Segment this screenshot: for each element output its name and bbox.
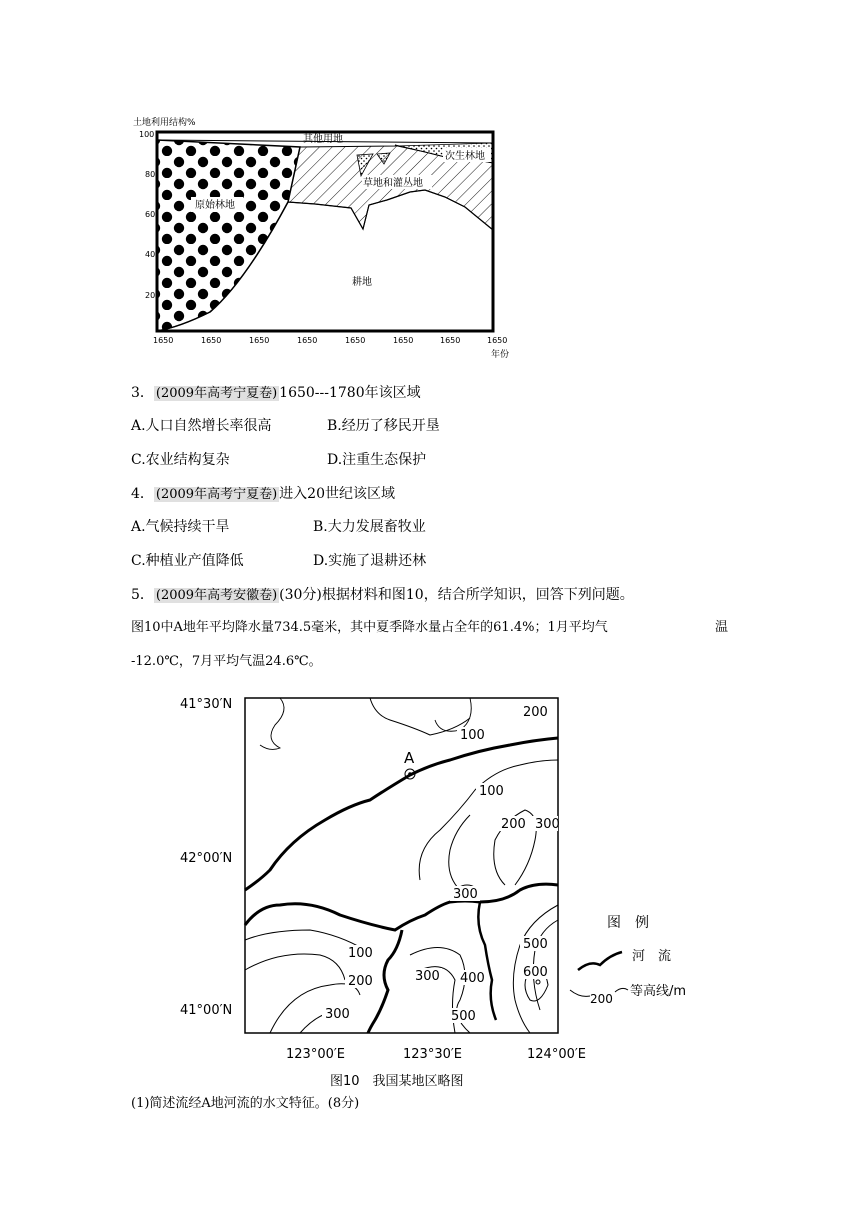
y-tick: 80 (145, 170, 156, 179)
contour-label: 300 (453, 887, 478, 902)
label-farmland: 耕地 (352, 277, 372, 288)
option-d: D.实施了退耕还林 (313, 553, 427, 569)
contour-label: 100 (348, 946, 373, 961)
question-number: 4． (131, 486, 154, 502)
source-tag: (2009年高考宁夏卷) (155, 487, 278, 502)
contour-label: 300 (535, 817, 560, 832)
contour-label: 500 (451, 1009, 476, 1024)
x-tick: 1650 (345, 336, 366, 345)
x-tick: 1650 (201, 336, 222, 345)
contour-label: 500 (523, 937, 548, 952)
question-stem: 1650---1780年该区域 (279, 385, 421, 401)
contour-label: 200 (523, 705, 548, 720)
x-tick: 1650 (249, 336, 270, 345)
y-tick: 20 (145, 291, 156, 300)
option-c: C.农业结构复杂 (131, 452, 230, 468)
lat-label: 41°00′N (180, 1003, 233, 1018)
question-5 (131, 585, 634, 606)
x-tick: 1650 (297, 336, 318, 345)
source-tag: (2009年高考宁夏卷) (155, 386, 278, 401)
option-a: A.气候持续干旱 (131, 519, 230, 535)
contour-label: 200 (501, 817, 526, 832)
contour-labels (322, 704, 560, 1024)
primary-forest-area (157, 140, 300, 331)
legend-river: 河 流 (632, 949, 672, 964)
option-a: A.人口自然增长率很高 (131, 418, 272, 434)
sub-question-1: (1)简述流经A地河流的水文特征。(8分) (131, 1096, 360, 1111)
lon-label: 123°30′E (403, 1047, 463, 1062)
region-map (170, 690, 700, 1090)
lat-label: 42°00′N (180, 851, 233, 866)
map-legend (570, 915, 686, 1006)
legend-contour: 等高线/m (630, 984, 687, 999)
option-b: B.大力发展畜牧业 (313, 519, 426, 535)
x-tick: 1650 (487, 336, 508, 345)
legend-contour-symbol (570, 990, 590, 996)
legend-title: 图 例 (607, 915, 649, 931)
y-tick: 40 (145, 250, 156, 259)
map-frame (245, 698, 558, 1033)
label-secondary-forest: 次生林地 (445, 151, 485, 162)
legend-contour-value: 200 (590, 992, 613, 1006)
map-caption: 图10 我国某地区略图 (330, 1074, 464, 1089)
label-other: 其他用地 (303, 134, 343, 145)
question-number: 3． (131, 385, 154, 401)
land-use-chart (125, 112, 525, 362)
contour-label: 300 (325, 1007, 350, 1022)
x-tick: 1650 (440, 336, 461, 345)
contour-label: 200 (348, 974, 373, 989)
option-d: D.注重生态保护 (327, 452, 427, 468)
x-tick: 1650 (153, 336, 174, 345)
contour-label: 600 (523, 965, 548, 980)
chart-y-title: 土地利用结构% (133, 118, 196, 128)
x-tick: 1650 (393, 336, 414, 345)
y-tick: 100 (139, 130, 155, 139)
question-stem: 进入20世纪该区域 (279, 486, 395, 502)
point-a-label: A (404, 749, 415, 767)
option-b: B.经历了移民开垦 (327, 418, 440, 434)
contour-label: 300 (415, 969, 440, 984)
label-primary-forest: 原始林地 (195, 200, 235, 211)
material-line-1b: 温 (715, 620, 729, 635)
legend-river-symbol (578, 952, 622, 970)
lat-label: 41°30′N (180, 697, 233, 712)
river-main (245, 738, 558, 890)
option-c: C.种植业产值降低 (131, 553, 244, 569)
y-tick: 60 (145, 210, 156, 219)
lon-label: 124°00′E (527, 1047, 587, 1062)
question-4 (131, 484, 395, 505)
contour-label: 400 (460, 971, 485, 986)
x-ticks (153, 336, 507, 345)
question-3 (131, 383, 421, 404)
contour-label: 100 (479, 784, 504, 799)
question-number: 5． (131, 587, 154, 603)
question-stem: (30分)根据材料和图10，结合所学知识，回答下列问题。 (279, 587, 634, 603)
label-grass: 草地和灌丛地 (363, 178, 423, 189)
material-line-1: 图10中A地年平均降水量734.5毫米，其中夏季降水量占全年的61.4%；1月平均气 (131, 620, 608, 635)
map-frame-group (245, 698, 560, 1033)
lon-label: 123°00′E (286, 1047, 346, 1062)
chart-x-title: 年份 (491, 350, 510, 360)
source-tag: (2009年高考安徽卷) (155, 588, 278, 603)
river-second (245, 884, 558, 930)
contour-label: 100 (460, 728, 485, 743)
material-line-2: -12.0℃，7月平均气温24.6℃。 (131, 654, 322, 669)
